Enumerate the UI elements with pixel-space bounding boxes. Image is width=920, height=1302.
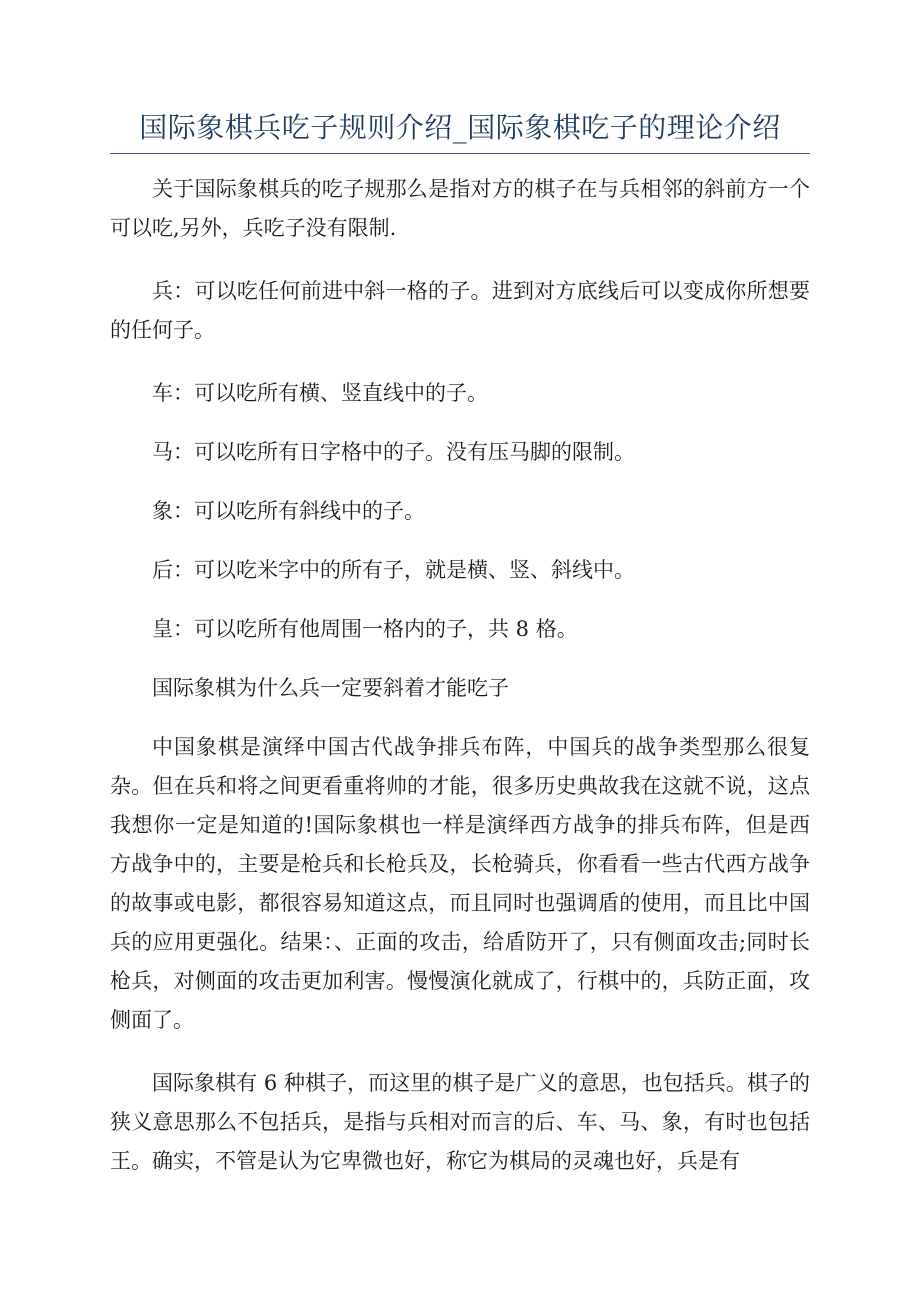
paragraph-knight: 马：可以吃所有日字格中的子。没有压马脚的限制。: [152, 440, 635, 464]
paragraph-king: 皇：可以吃所有他周围一格内的子，共 8 格。: [152, 617, 578, 641]
title-underline: [110, 153, 810, 154]
paragraph-rook: 车：可以吃所有横、竖直线中的子。: [152, 381, 488, 405]
paragraph-pieces: 国际象棋有 6 种棋子，而这里的棋子是广义的意思，也包括兵。棋子的狭义意思那么不包括兵，是指与兵相对而言的后、车、马、象，有时也包括王。确实，不管是认为它卑微也好，称它为棋局的灵魂也好，兵是有: [110, 1071, 810, 1173]
paragraph-intro: 关于国际象棋兵的吃子规那么是指对方的棋子在与兵相邻的斜前方一个可以吃,另外，兵吃子没有限制.: [110, 177, 810, 240]
paragraph-history: 中国象棋是演绎中国古代战争排兵布阵，中国兵的战争类型那么很复杂。但在兵和将之间更看重将帅的才能，很多历史典故我在这就不说，这点我想你一定是知道的!国际象棋也一样是演绎西方战争的排兵布阵，但是西方战争中的，主要是枪兵和长枪兵及，长枪骑兵，你看看一些古代西方战争的故事或电影，都很容易知道这点，而且同时也强调盾的使用，而且比中国兵的应用更强化。结果：、正面的攻击，给盾防开了，只有侧面攻击;同时长枪兵，对侧面的攻击更加利害。慢慢演化就成了，行棋中的，兵防正面，攻侧面了。: [110, 735, 810, 1032]
document-body: [110, 170, 810, 1205]
paragraph-queen: 后：可以吃米字中的所有子，就是横、竖、斜线中。: [152, 558, 635, 582]
paragraph-pawn: 兵：可以吃任何前进中斜一格的子。进到对方底线后可以变成你所想要的任何子。: [110, 279, 810, 342]
paragraph-bishop: 象：可以吃所有斜线中的子。: [152, 499, 425, 523]
document-title: 国际象棋兵吃子规则介绍_国际象棋吃子的理论介绍: [139, 111, 781, 144]
section-heading-why-diagonal: 国际象棋为什么兵一定要斜着才能吃子: [152, 676, 509, 700]
